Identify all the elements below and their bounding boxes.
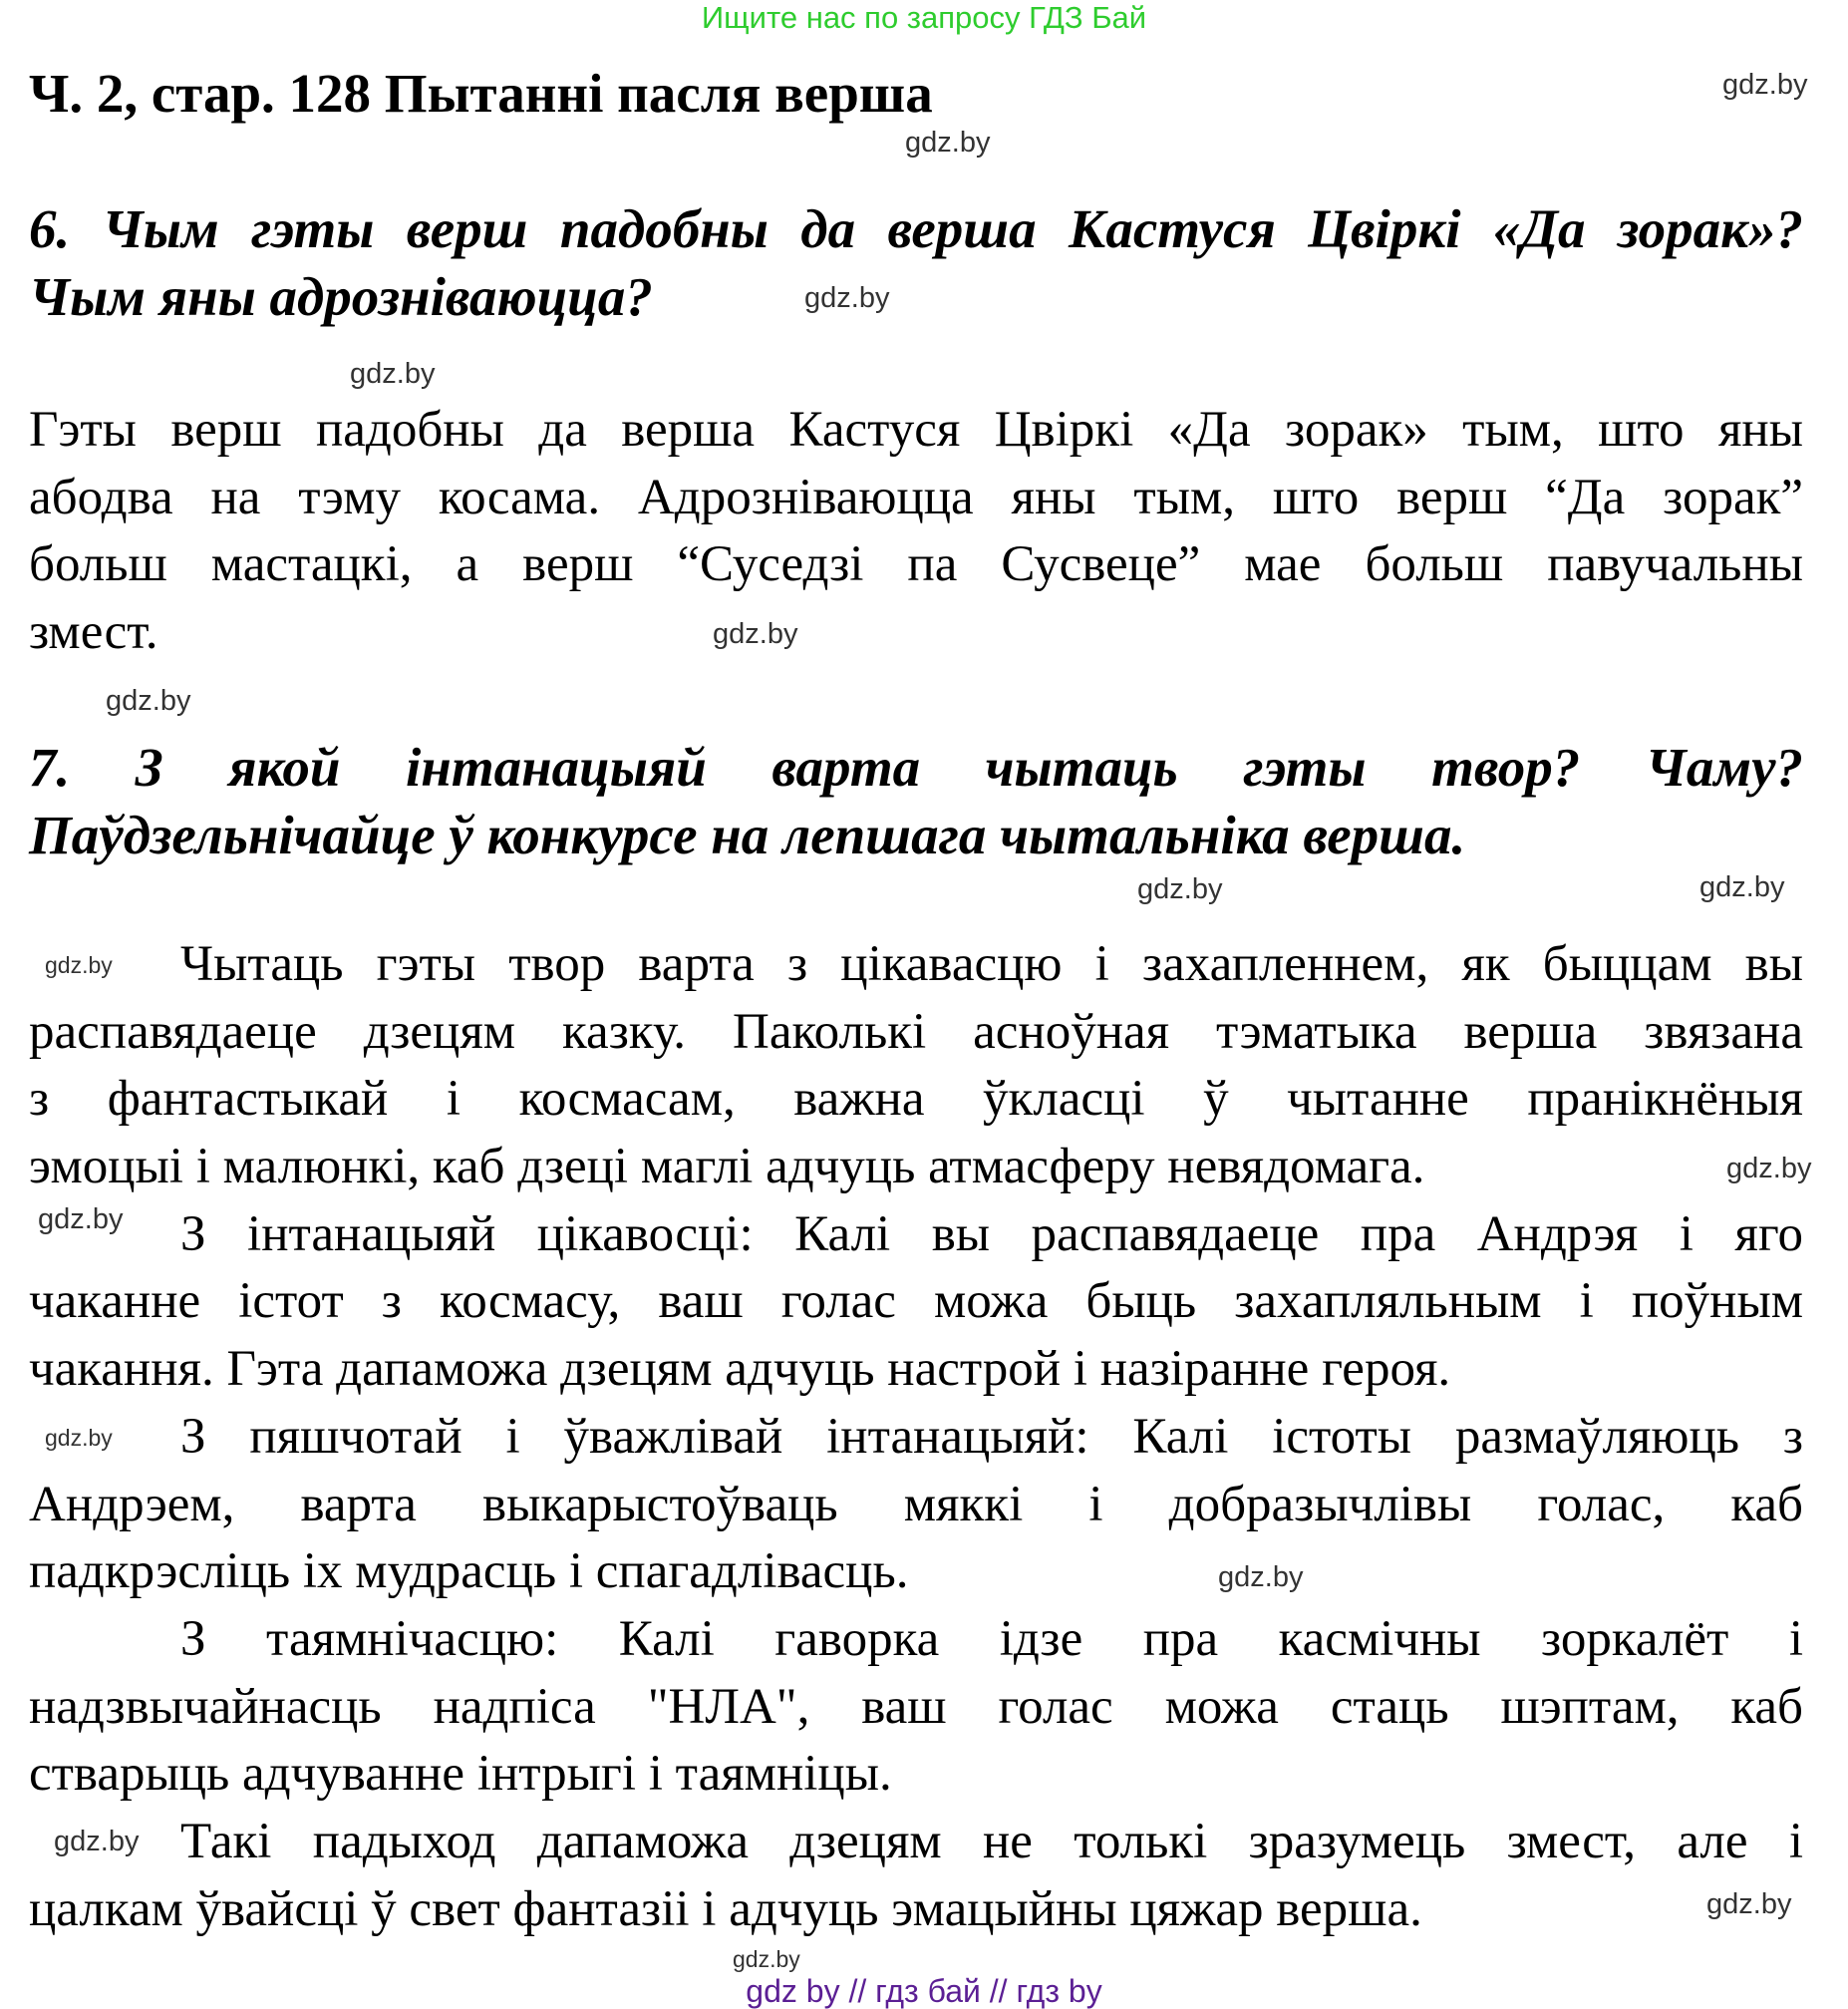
question-7 xyxy=(29,734,1803,868)
answer-line: Чытаць гэты твор варта з цікавасцю і захапленнем, як быццам вы xyxy=(180,936,1803,992)
question-line: 7. З якой інтанацыяй варта чытаць гэты твор? Чаму? xyxy=(29,737,1803,798)
page-title: Ч. 2, стар. 128 Пытанні пасля верша xyxy=(29,63,933,124)
answer-line: стварыць адчуванне інтрыгі і таямніцы. xyxy=(29,1746,892,1803)
watermark: gdz.by xyxy=(713,618,798,650)
answer-line: абодва на тэму косама. Адрозніваюцца яны тым, што верш “Да зорак” xyxy=(29,469,1803,525)
answer-line: распавядаеце дзецям казку. Паколькі асноўная тэматыка верша звязана xyxy=(29,1003,1803,1060)
watermark: gdz.by xyxy=(733,1946,800,1972)
answer-line: чакання. Гэта дапаможа дзецям адчуць настрой і назіранне героя. xyxy=(29,1341,1451,1398)
search-banner: Ищите нас по запросу ГДЗ Бай xyxy=(701,0,1147,35)
watermark: gdz.by xyxy=(1137,873,1223,905)
answer-line: З інтанацыяй цікавосці: Калі вы распавядаеце пра Андрэя і яго xyxy=(180,1205,1803,1262)
answer-line: надзвычайнасць надпіса "НЛА", ваш голас можа стаць шэптам, каб xyxy=(29,1678,1803,1735)
watermark: gdz.by xyxy=(1706,1888,1792,1920)
answer-7 xyxy=(29,931,1803,1943)
watermark: gdz.by xyxy=(45,952,113,978)
answer-line: З таямнічасцю: Калі гаворка ідзе пра касмічны зоркалёт і xyxy=(180,1610,1803,1667)
answer-6 xyxy=(29,397,1803,667)
answer-line: З пяшчотай і ўважлівай інтанацыяй: Калі істоты размаўляюць з xyxy=(180,1408,1803,1465)
answer-line: эмоцыі і малюнкі, каб дзеці маглі адчуць атмасферу невядомага. xyxy=(29,1139,1425,1195)
answer-line: Такі падыход дапаможа дзецям не толькі зразумець змест, але і xyxy=(180,1813,1803,1869)
watermark: gdz.by xyxy=(38,1203,124,1235)
answer-line: Андрэем, варта выкарыстоўваць мяккі і добразычлівы голас, каб xyxy=(29,1476,1803,1532)
question-line: 6. Чым гэты верш падобны да верша Кастуся Цвіркі «Да зорак»? xyxy=(29,198,1803,259)
answer-line: Гэты верш падобны да верша Кастуся Цвіркі «Да зорак» тым, што яны xyxy=(29,402,1803,458)
answer-line: больш мастацкі, а верш “Суседзі па Сусвеце” мае больш павучальны xyxy=(29,536,1803,593)
answer-line: з фантастыкай і космасам, важна ўкласці ў чытанне пранікнёныя xyxy=(29,1071,1803,1128)
watermark: gdz.by xyxy=(804,282,890,314)
footer-links: gdz by // гдз бай // гдз by xyxy=(746,1973,1102,2009)
watermark: gdz.by xyxy=(905,127,991,159)
answer-line: чаканне істот з космасу, ваш голас можа быць захапляльным і поўным xyxy=(29,1273,1803,1330)
answer-line: цалкам ўвайсці ў свет фантазіі і адчуць эмацыйны цяжар верша. xyxy=(29,1880,1422,1937)
watermark: gdz.by xyxy=(1722,69,1808,101)
watermark: gdz.by xyxy=(54,1826,140,1857)
question-line: Паўдзельнічайце ў конкурсе на лепшага чытальніка верша. xyxy=(29,804,1466,865)
question-line: Чым яны адрозніваюцца? xyxy=(29,265,653,327)
watermark: gdz.by xyxy=(1218,1561,1304,1593)
answer-line: падкрэсліць іх мудрасць і спагадлівасць. xyxy=(29,1543,909,1600)
watermark: gdz.by xyxy=(45,1425,113,1451)
answer-line: змест. xyxy=(29,604,158,661)
watermark: gdz.by xyxy=(1699,871,1785,903)
watermark: gdz.by xyxy=(106,685,191,717)
watermark: gdz.by xyxy=(350,358,436,390)
watermark: gdz.by xyxy=(1726,1153,1812,1184)
question-6 xyxy=(29,195,1803,330)
